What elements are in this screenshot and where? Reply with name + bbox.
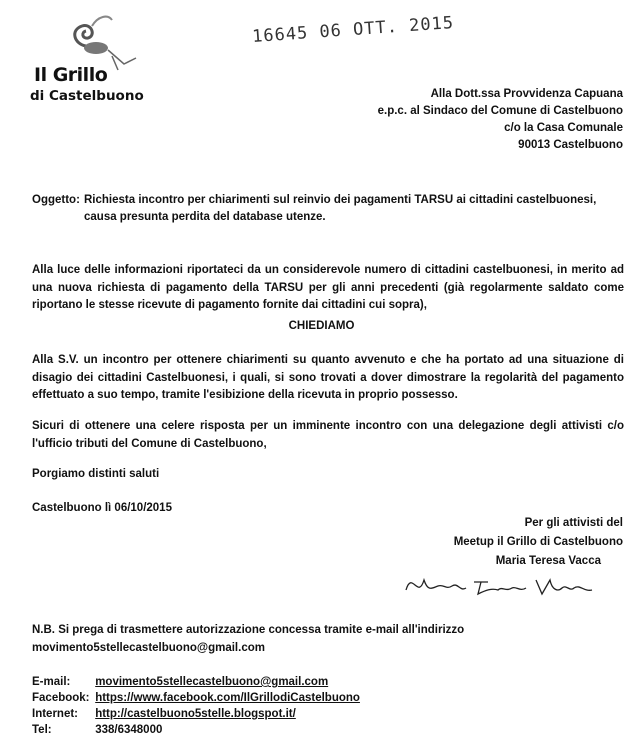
- addressee-line: e.p.c. al Sindaco del Comune di Castelbuono: [377, 105, 623, 117]
- subject-line-1: Richiesta incontro per chiarimenti sul reinvio dei pagamenti TARSU ai cittadini castelbuonesi,: [84, 194, 597, 206]
- facebook-link[interactable]: https://www.facebook.com/IlGrillodiCastelbuono: [95, 692, 360, 704]
- contact-row-email: [32, 676, 328, 688]
- nb-line-1: N.B. Si prega di trasmettere autorizzazione concessa tramite e-mail all'indirizzo: [32, 624, 465, 636]
- body-paragraph-1: Alla luce delle informazioni riportateci da un considerevole numero di cittadini castelbuonesi, in merito ad una nuova richiesta di pagamento della TARSU per gli anni precedenti (già regolarmente saldato come riportano le stesse ricevute di pagamento fornite dai cittadini cui sopra),: [32, 264, 624, 311]
- request-heading: CHIEDIAMO: [288, 320, 355, 332]
- contact-label: Facebook:: [32, 692, 90, 704]
- website-link[interactable]: http://castelbuono5stelle.blogspot.it/: [95, 708, 296, 720]
- contact-label: Internet:: [32, 708, 78, 720]
- body-paragraph-2: Alla S.V. un incontro per ottenere chiarimenti su quanto avvenuto e che ha portato ad una situazione di disagio dei cittadini Castelbuonesi, i quali, si sono trovati a dover dimostrare la regolarità del pagamento effettuato a suo tempo, tramite l'esibizione della ricevuta in proprio possesso.: [32, 354, 624, 401]
- addressee-line: 90013 Castelbuono: [518, 139, 623, 151]
- place-date: Castelbuono lì 06/10/2015: [32, 502, 172, 514]
- contact-row-internet: [32, 708, 296, 720]
- nb-email: movimento5stellecastelbuono@gmail.com: [32, 642, 265, 654]
- handwritten-signature: [402, 566, 602, 604]
- addressee-line: Alla Dott.ssa Provvidenza Capuana: [430, 88, 623, 100]
- signature-line-3: Maria Teresa Vacca: [495, 555, 601, 567]
- signature-line-2: Meetup il Grillo di Castelbuono: [453, 536, 623, 548]
- email-link[interactable]: movimento5stellecastelbuono@gmail.com: [95, 676, 329, 688]
- contact-label: Tel:: [32, 724, 52, 736]
- logo-subtitle: di Castelbuono: [30, 88, 144, 104]
- contact-row-facebook: [32, 692, 360, 704]
- subject-line-2: causa presunta perdita del database utenze.: [84, 211, 326, 223]
- logo: [26, 6, 146, 106]
- subject-label: Oggetto:: [32, 194, 80, 206]
- addressee-block: [378, 86, 623, 154]
- logo-title: Il Grillo: [34, 64, 108, 86]
- protocol-stamp: 16645 06 OTT. 2015: [251, 12, 455, 48]
- body-paragraph-3: Sicuri di ottenere una celere risposta per un imminente incontro con una delegazione degli attivisti c/o l'ufficio tributi del Comune di Castelbuono,: [32, 420, 624, 450]
- contact-row-tel: [32, 724, 162, 736]
- signature-block: [454, 514, 623, 571]
- contact-label: E-mail:: [32, 676, 71, 688]
- greeting: Porgiamo distinti saluti: [32, 468, 160, 480]
- addressee-line: c/o la Casa Comunale: [504, 122, 623, 134]
- signature-line-1: Per gli attivisti del: [524, 517, 623, 529]
- phone-number: 338/6348000: [95, 724, 163, 736]
